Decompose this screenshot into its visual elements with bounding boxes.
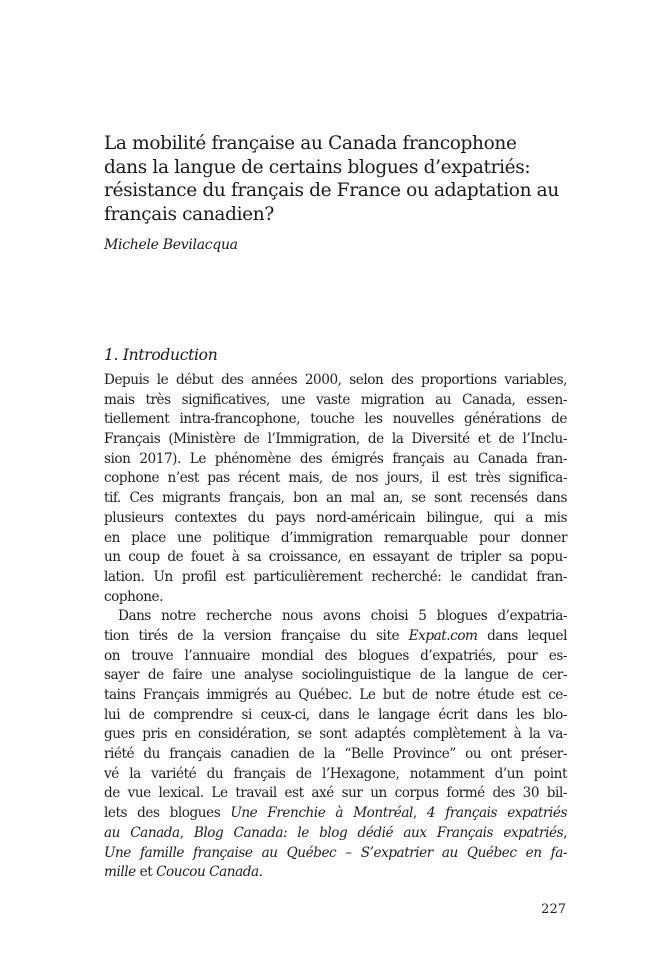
text-line — [104, 804, 567, 824]
text-line: lation. Un profil est particulièrement recherché: le candidat fran- — [104, 568, 567, 585]
text-line: tiellement intra-francophone, touche les nouvelles générations de — [104, 411, 567, 428]
text-line: cophone n’est pas récent mais, de nos jours, il est très significa- — [104, 470, 567, 487]
title-line: La mobilité française au Canada francophone — [104, 133, 517, 154]
blog-title: Une famille française au Québec – S’expatrier au Québec en fa- — [104, 844, 567, 861]
text-line: Depuis le début des années 2000, selon des proportions variables, — [104, 372, 567, 388]
text-line: gues pris en considération, se sont adaptés complètement à la va- — [104, 726, 567, 743]
text-line: on trouve l’annuaire mondial des blogues d’expatriés, pour es- — [104, 647, 567, 664]
blog-title: Blog Canada: le blog dédié aux Français expatriés — [193, 824, 564, 841]
site-name: Expat.com — [408, 627, 478, 644]
text-line — [104, 824, 567, 844]
text-line: vé la variété du français de l’Hexagone, notamment d’un point — [104, 765, 567, 782]
text-segment: , — [563, 824, 567, 841]
text-line: Français (Ministère de l’Immigration, de la Diversité et de l’Inclu- — [104, 431, 567, 448]
text-segment: , — [179, 824, 194, 841]
text-line: de vue lexical. Le travail est axé sur un corpus formé des 30 bil- — [104, 785, 567, 802]
section-heading: 1. Introduction — [104, 346, 218, 364]
blog-title: Une Frenchie à Montréal — [230, 805, 413, 822]
body-text — [104, 371, 567, 883]
text-line: riété du français canadien de la “Belle Province” ou ont préser- — [104, 746, 567, 763]
text-line — [104, 844, 567, 864]
blog-title: 4 français expatriés — [426, 805, 567, 822]
text-line: plusieurs contextes du pays nord-américain bilingue, qui a mis — [104, 509, 567, 526]
text-line: un coup de fouet à sa croissance, en essayant de tripler sa popu- — [104, 549, 567, 566]
text-line — [104, 627, 567, 647]
text-segment: lets des blogues — [104, 805, 231, 822]
text-line: sion 2017). Le phénomène des émigrés français au Canada fran- — [104, 450, 567, 467]
text-line: sayer de faire une analyse sociolinguistique de la langue de cer- — [104, 667, 567, 684]
text-line — [104, 863, 567, 883]
text-line: lui de comprendre si ceux-ci, dans le langage écrit dans les blo- — [104, 706, 567, 723]
author-name: Michele Bevilacqua — [104, 237, 238, 253]
blog-title: Coucou Canada — [156, 864, 259, 881]
text-segment: , — [412, 805, 427, 822]
text-segment: tion tirés de la version française du site — [104, 627, 409, 644]
text-segment: dans lequel — [477, 627, 567, 644]
title-line: dans la langue de certains blogues d’expatriés: — [104, 156, 531, 178]
text-line: Dans notre recherche nous avons choisi 5 blogues d’expatria- — [118, 608, 567, 625]
title-line: résistance du français de France ou adaptation au — [104, 180, 559, 201]
text-line: en place une politique d’immigration remarquable pour donner — [104, 529, 567, 546]
text-segment: . — [258, 864, 263, 881]
text-line: mais très significatives, une vaste migration au Canada, essen- — [104, 391, 567, 408]
blog-title: mille — [104, 864, 136, 881]
paragraph-2 — [104, 607, 567, 883]
title-line: français canadien? — [104, 203, 274, 225]
text-segment: et — [135, 864, 157, 881]
blog-title: au Canada — [104, 824, 180, 841]
text-line: tains Français immigrés au Québec. Le but de notre étude est ce- — [104, 687, 567, 703]
text-line: cophone. — [104, 588, 163, 605]
page-number: 227 — [541, 902, 566, 917]
text-line: tif. Ces migrants français, bon an mal an, se sont recensés dans — [104, 490, 567, 507]
paper-title — [104, 132, 574, 226]
paragraph-1 — [104, 371, 567, 607]
